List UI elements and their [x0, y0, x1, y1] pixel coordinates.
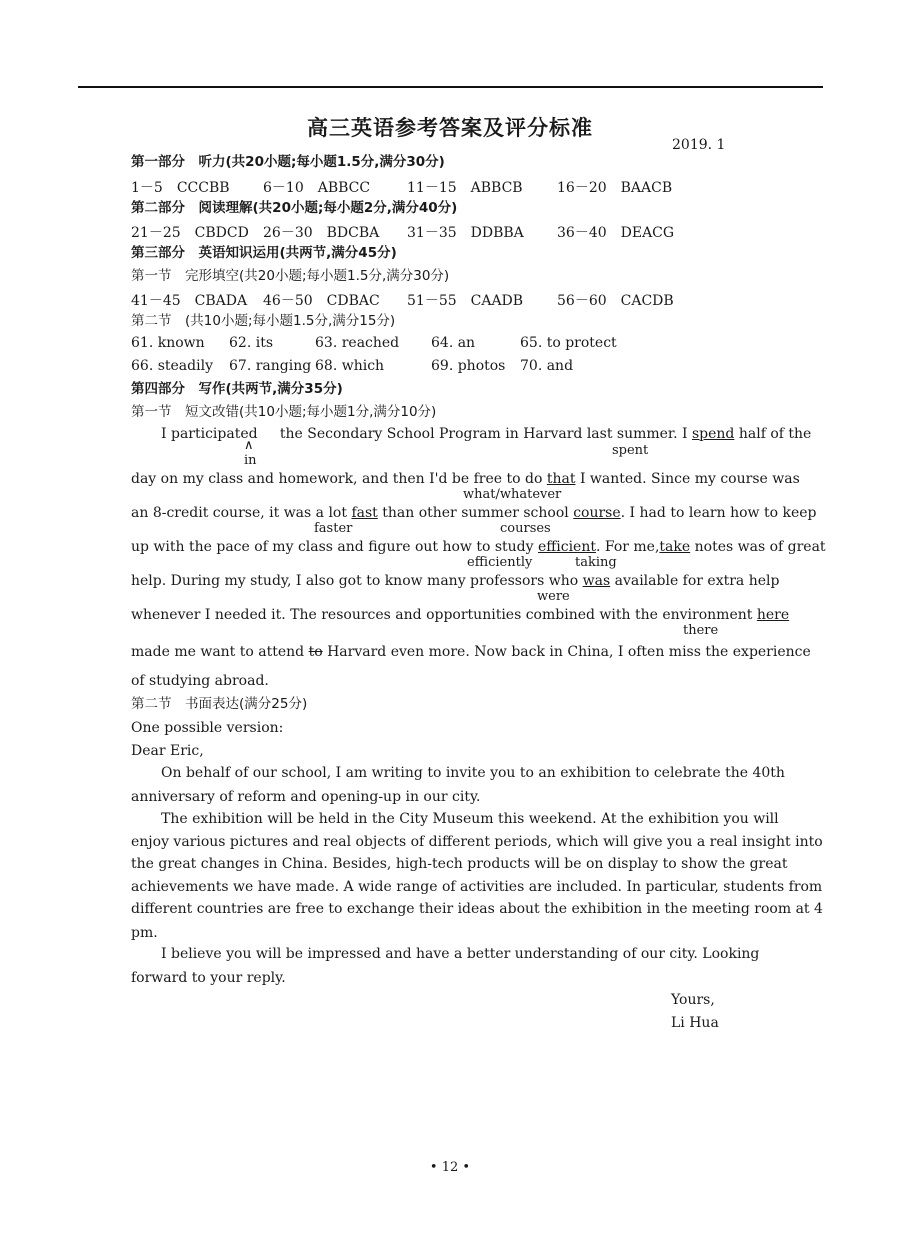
essay-signature: Li Hua [671, 1015, 719, 1031]
essay-closing: Yours, [671, 992, 715, 1008]
correction-line: whenever I needed it. The resources and opportunities combined with the environment here [131, 607, 790, 623]
essay-line: different countries are free to exchange their ideas about the exhibition in the meeting room at 4 [131, 901, 823, 917]
part3-sec2-answer: 63. reached [315, 335, 400, 351]
correction-mark: there [683, 623, 719, 638]
part4-heading: 第四部分 写作(共两节,满分35分) [131, 381, 343, 397]
correction-line: day on my class and homework, and then I'd be free to do that I wanted. Since my course was [131, 471, 800, 487]
essay-line: pm. [131, 925, 158, 941]
correction-line: of studying abroad. [131, 673, 269, 689]
part3-sec2-answer: 64. an [431, 335, 476, 351]
part2-answer: 36－40 DEACG [557, 225, 675, 241]
correction-line: made me want to attend to Harvard even more. Now back in China, I often miss the experience [131, 644, 811, 660]
part4-sec2-heading: 第二节 书面表达(满分25分) [131, 696, 308, 712]
part3-sec2-heading: 第二节 (共10小题;每小题1.5分,满分15分) [131, 313, 396, 329]
correction-line: I participated the Secondary School Program in Harvard last summer. I spend half of the [161, 426, 812, 442]
essay-line: anniversary of reform and opening-up in our city. [131, 789, 481, 805]
part1-heading: 第一部分 听力(共20小题;每小题1.5分,满分30分) [131, 154, 445, 170]
part4-sec1-heading: 第一节 短文改错(共10小题;每小题1分,满分10分) [131, 404, 437, 420]
part3-sec2-answer: 65. to protect [520, 335, 617, 351]
part3-sec2-answer: 61. known [131, 335, 205, 351]
top-rule [78, 86, 823, 88]
part3-sec1-answer: 41－45 CBADA [131, 293, 248, 309]
page-title: 高三英语参考答案及评分标准 [307, 116, 593, 140]
part3-sec2-answer: 70. and [520, 358, 574, 374]
correction-mark: what/whatever [463, 487, 562, 502]
essay-line: On behalf of our school, I am writing to invite you to an exhibition to celebrate the 40th [161, 765, 785, 781]
deleted-word: to [308, 644, 323, 660]
part1-answer: 16－20 BAACB [557, 180, 673, 196]
correction-mark: in [244, 453, 257, 468]
essay-line: forward to your reply. [131, 970, 286, 986]
part3-sec2-answer: 67. ranging [229, 358, 312, 374]
part3-sec2-answer: 69. photos [431, 358, 506, 374]
part3-sec2-answer: 68. which [315, 358, 385, 374]
correction-line: up with the pace of my class and figure out how to study efficient. For me,take notes was of great [131, 539, 826, 555]
page-number: • 12 • [429, 1160, 471, 1175]
insert-caret: ∧ [244, 438, 254, 453]
part1-answer: 11－15 ABBCB [407, 180, 523, 196]
correction-mark: spent [612, 443, 649, 458]
correction-line: help. During my study, I also got to know many professors who was available for extra help [131, 573, 780, 589]
part3-sec1-answer: 51－55 CAADB [407, 293, 524, 309]
correction-mark: were [537, 589, 570, 604]
essay-intro: One possible version: [131, 720, 284, 736]
part3-sec2-answer: 66. steadily [131, 358, 213, 374]
part2-answer: 31－35 DDBBA [407, 225, 524, 241]
date: 2019. 1 [672, 137, 726, 153]
correction-mark: taking [575, 555, 617, 570]
part3-sec1-heading: 第一节 完形填空(共20小题;每小题1.5分,满分30分) [131, 268, 450, 284]
correction-mark: efficiently [467, 555, 533, 570]
essay-greeting: Dear Eric, [131, 743, 204, 759]
correction-mark: faster [314, 521, 353, 536]
essay-line: enjoy various pictures and real objects of different periods, which will give you a real insight into [131, 834, 823, 850]
part2-heading: 第二部分 阅读理解(共20小题;每小题2分,满分40分) [131, 200, 458, 216]
essay-line: The exhibition will be held in the City Museum this weekend. At the exhibition you will [161, 811, 779, 827]
essay-line: the great changes in China. Besides, high-tech products will be on display to show the great [131, 856, 788, 872]
part1-answer: 6－10 ABBCC [263, 180, 371, 196]
part3-sec1-answer: 46－50 CDBAC [263, 293, 380, 309]
essay-line: achievements we have made. A wide range of activities are included. In particular, students from [131, 879, 823, 895]
part3-sec1-answer: 56－60 CACDB [557, 293, 674, 309]
essay-line: I believe you will be impressed and have a better understanding of our city. Looking [161, 946, 760, 962]
part2-answer: 26－30 BDCBA [263, 225, 380, 241]
correction-line: an 8-credit course, it was a lot fast than other summer school course. I had to learn how to keep [131, 505, 817, 521]
part1-answer: 1－5 CCCBB [131, 180, 230, 196]
part3-sec2-answer: 62. its [229, 335, 274, 351]
part3-heading: 第三部分 英语知识运用(共两节,满分45分) [131, 245, 397, 261]
part2-answer: 21－25 CBDCD [131, 225, 249, 241]
correction-mark: courses [500, 521, 551, 536]
